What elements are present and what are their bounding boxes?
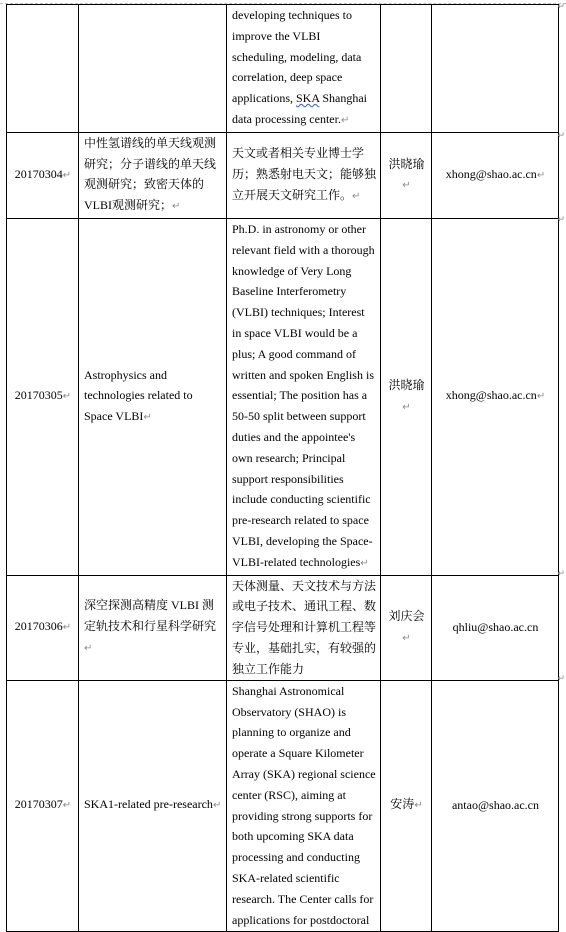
- table-row: [7, 132, 559, 218]
- end-of-row-mark-icon: ↵: [557, 569, 565, 579]
- paragraph-mark-icon: ↵: [352, 190, 361, 202]
- title-cell[interactable]: Astrophysics and technologies related to Space VLBI↵: [79, 218, 227, 575]
- table-row: [7, 575, 559, 680]
- end-of-row-mark-icon: ↵: [557, 131, 565, 141]
- contact-cell: [381, 5, 432, 133]
- requirements-cell[interactable]: Ph.D. in astronomy or other relevant field with a thorough knowledge of Very Long Baseline Interferometry (VLBI) techniques; Interest in space VLBI would be a plus; A good command of written and spoken English is essential; The position has a 50-50 split between support duties and the appointee's own research; Principal support responsibilities include conducting scientific pre-research related to space VLBI, developing the Space-VLBI-related technologies↵: [227, 218, 381, 575]
- email-cell[interactable]: antao@shao.ac.cn: [432, 680, 559, 931]
- paragraph-mark-icon: ↵: [62, 800, 72, 812]
- contact-cell: 洪晓瑜↵: [381, 218, 432, 575]
- positions-table: [6, 4, 559, 932]
- email-cell[interactable]: qhliu@shao.ac.cn: [432, 575, 559, 680]
- paragraph-mark-icon: ↵: [62, 391, 72, 403]
- paragraph-mark-icon: ↵: [402, 180, 411, 192]
- paragraph-mark-icon: ↵: [84, 642, 93, 654]
- email-cell[interactable]: xhong@shao.ac.cn↵: [432, 218, 559, 575]
- contact-cell: 洪晓瑜↵: [381, 132, 432, 218]
- requirements-cell[interactable]: 天文或者相关专业博士学历；熟悉射电天文；能够独立开展天文研究工作。↵: [227, 132, 381, 218]
- paragraph-mark-icon: ↵: [340, 114, 350, 126]
- paragraph-mark-icon: ↵: [402, 632, 411, 644]
- spellcheck-underlined-word: SKA: [295, 91, 320, 106]
- table-row: [7, 680, 559, 931]
- paragraph-mark-icon: ↵: [62, 622, 72, 634]
- paragraph-mark-icon: ↵: [172, 201, 181, 213]
- table-row: [7, 5, 559, 133]
- requirements-cell[interactable]: 天体测量、天文技术与方法或电子技术、通讯工程、数字信号处理和计算机工程等专业，基础扎实，有较强的独立工作能力: [227, 575, 381, 680]
- paragraph-mark-icon: ↵: [536, 169, 546, 181]
- requirements-cell[interactable]: developing techniques to improve the VLBI scheduling, modeling, data correlation, deep space applications, SKA Shanghai data processing center.↵: [227, 5, 381, 133]
- end-of-row-mark-icon: ↵: [557, 674, 565, 684]
- paragraph-mark-icon: ↵: [62, 169, 72, 181]
- requirements-cell[interactable]: Shanghai Astronomical Observatory (SHAO) is planning to organize and operate a Square Kilometer Array (SKA) regional science center (RSC), aiming at providing strong supports for both upcoming SKA data processing and conducting SKA-related scientific research. The Center calls for applications for postdoctoral: [227, 680, 381, 931]
- paragraph-mark-icon: ↵: [143, 412, 152, 424]
- paragraph-mark-icon: ↵: [212, 800, 222, 812]
- paragraph-mark-icon: ↵: [536, 391, 546, 403]
- title-cell[interactable]: 深空探测高精度 VLBI 测定轨技术和行星科学研究↵: [79, 575, 227, 680]
- id-cell: [7, 5, 79, 133]
- paragraph-mark-icon: ↵: [414, 800, 423, 812]
- id-cell: 20170305↵: [7, 218, 79, 575]
- email-cell[interactable]: xhong@shao.ac.cn↵: [432, 132, 559, 218]
- title-cell[interactable]: 中性氢谱线的单天线观测研究；分子谱线的单天线观测研究；致密天体的VLBI观测研究；↵: [79, 132, 227, 218]
- contact-cell: 安涛↵: [381, 680, 432, 931]
- paragraph-mark-icon: ↵: [360, 557, 369, 569]
- contact-cell: 刘庆会↵: [381, 575, 432, 680]
- id-cell: 20170307↵: [7, 680, 79, 931]
- table-row: [7, 218, 559, 575]
- title-cell[interactable]: SKA1-related pre-research↵: [79, 680, 227, 931]
- id-cell: 20170306↵: [7, 575, 79, 680]
- id-cell: 20170304↵: [7, 132, 79, 218]
- email-cell: [432, 5, 559, 133]
- end-of-row-mark-icon: ↵: [557, 215, 565, 225]
- end-of-row-mark-icon: ↵: [557, 2, 565, 12]
- paragraph-mark-icon: ↵: [402, 401, 411, 413]
- title-cell: [79, 5, 227, 133]
